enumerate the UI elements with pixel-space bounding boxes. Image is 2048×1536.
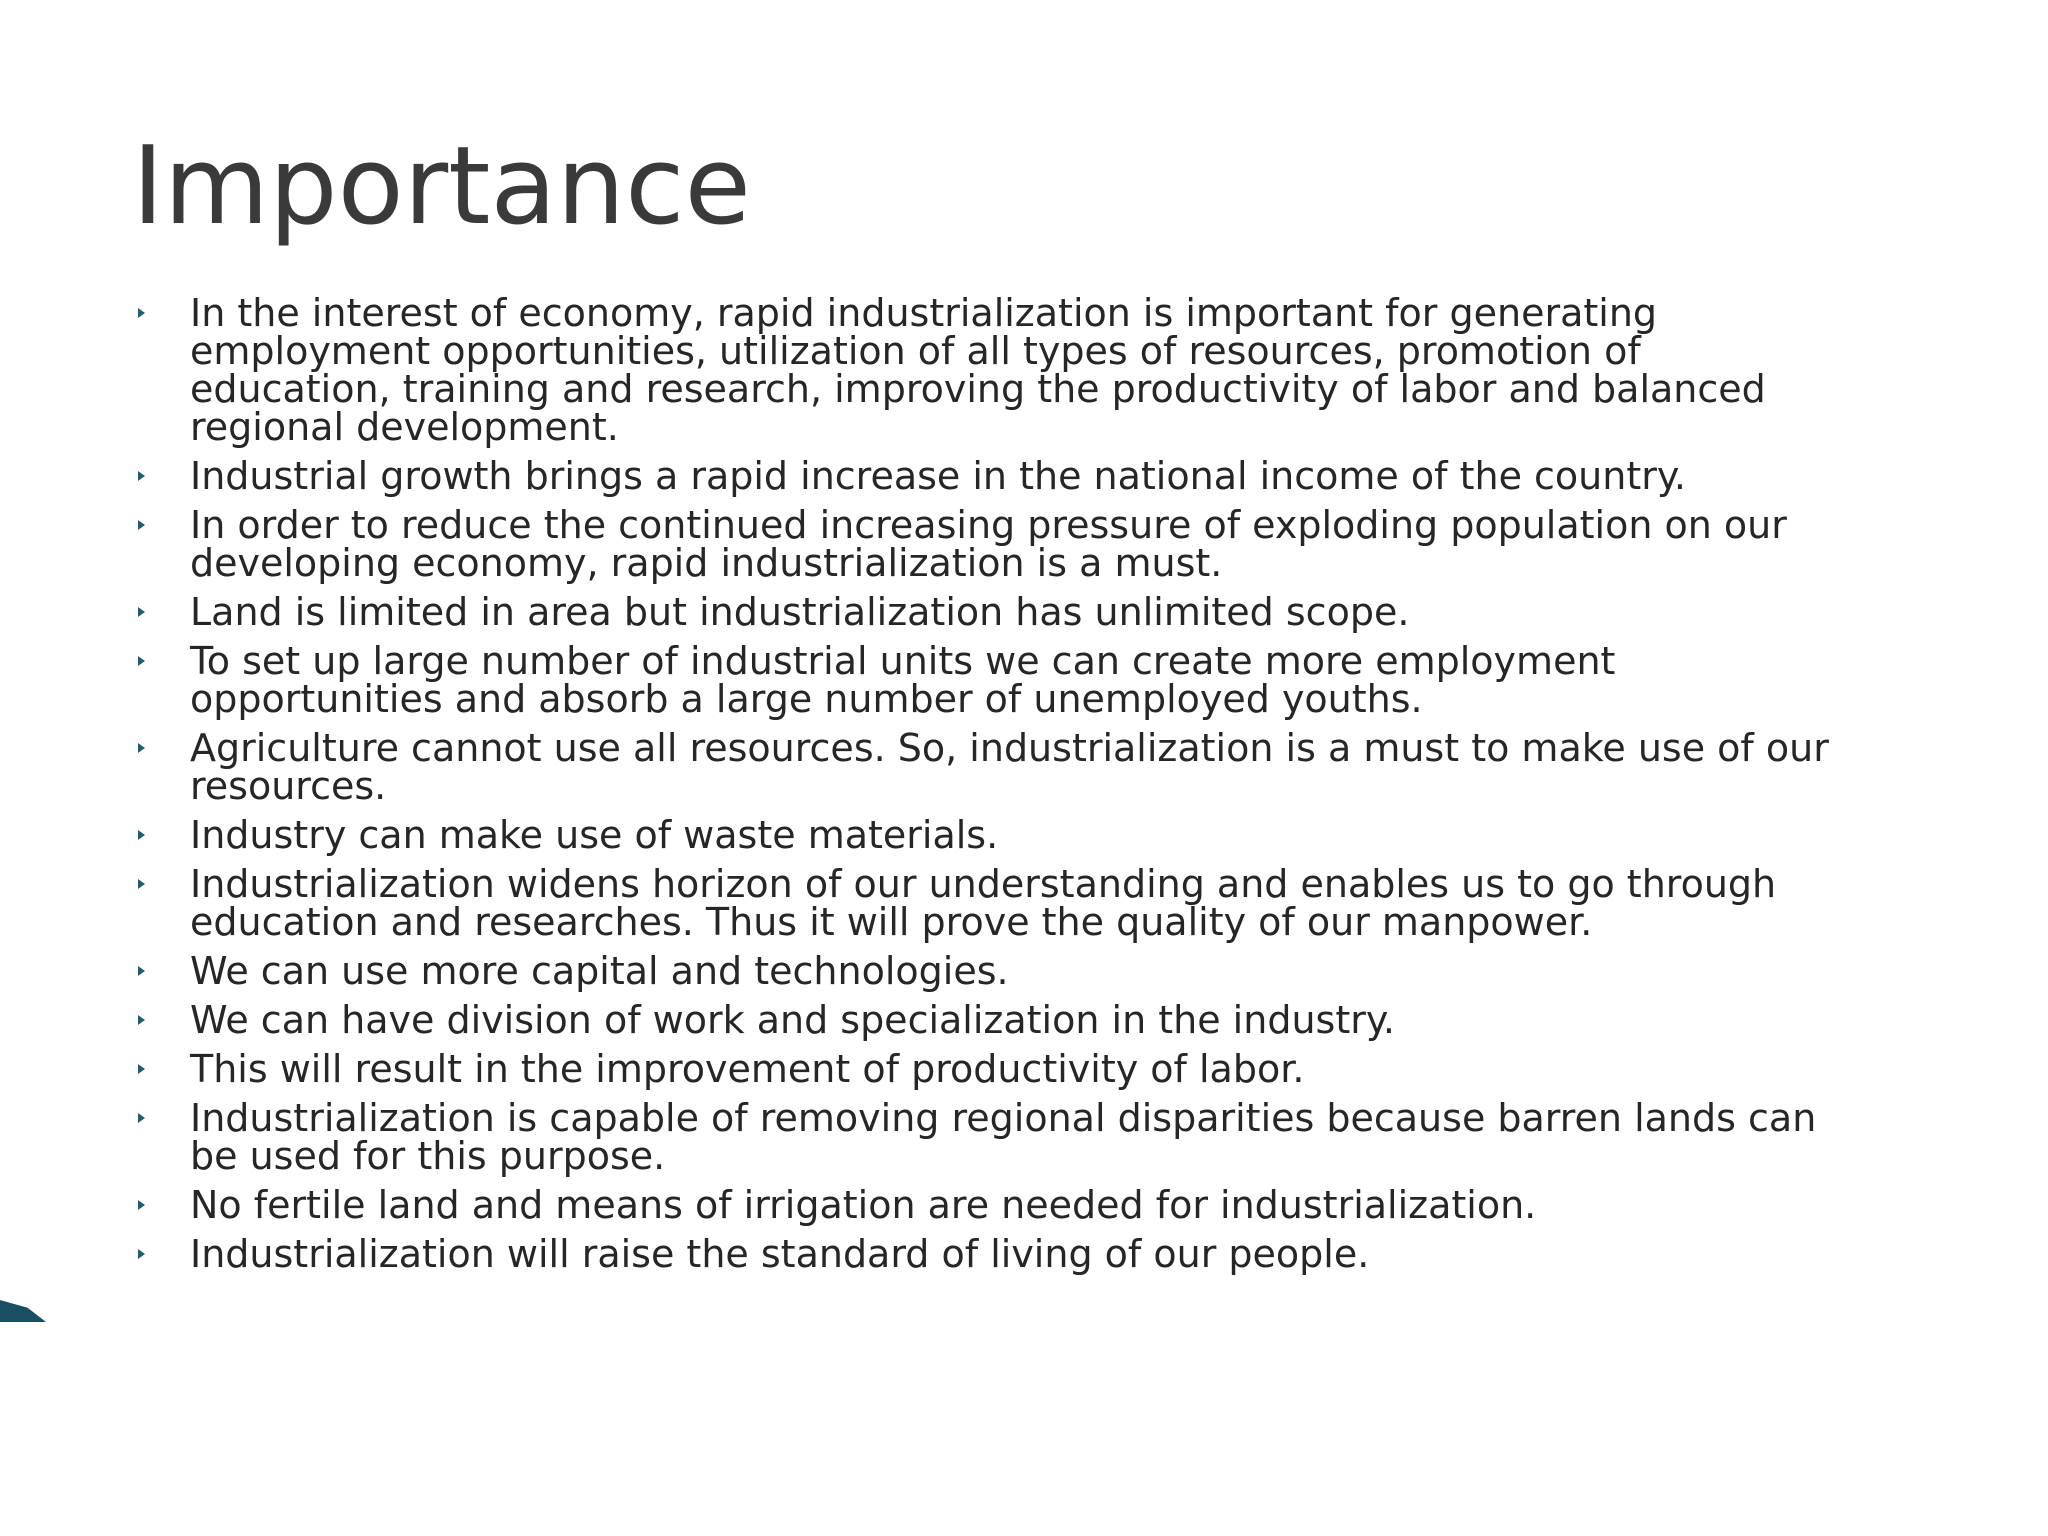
bullet-list [132,291,1852,1284]
list-item [132,998,1852,1042]
triangle-bullet-icon [138,294,154,332]
bullet-text: In order to reduce the continued increasing pressure of exploding population on our developing economy, rapid industrialization is a must. [190,503,1787,585]
bullet-text: This will result in the improvement of productivity of labor. [190,1047,1305,1091]
bullet-text: Industrial growth brings a rapid increase in the national income of the country. [190,454,1687,498]
list-item [132,291,1852,449]
triangle-bullet-icon [138,952,154,990]
list-item [132,1232,1852,1276]
triangle-bullet-icon [138,729,154,767]
bullet-text: We can use more capital and technologies. [190,949,1009,993]
list-item [132,503,1852,585]
list-item [132,1047,1852,1091]
list-item [132,949,1852,993]
bullet-text: No fertile land and means of irrigation are needed for industrialization. [190,1183,1537,1227]
triangle-bullet-icon [138,457,154,495]
list-item [132,639,1852,721]
slide-title: Importance [132,124,751,249]
triangle-bullet-icon [138,1186,154,1224]
list-item [132,1183,1852,1227]
triangle-bullet-icon [138,1099,154,1137]
list-item [132,813,1852,857]
bullet-text: Industry can make use of waste materials. [190,813,999,857]
triangle-bullet-icon [138,816,154,854]
triangle-bullet-icon [138,506,154,544]
bullet-text: In the interest of economy, rapid industrialization is important for generating employment opportunities, utilization of all types of resources, promotion of education, training and research, improving the productivity of labor and balanced regional development. [190,291,1766,449]
bullet-text: Agriculture cannot use all resources. So, industrialization is a must to make use of our resources. [190,726,1829,808]
triangle-bullet-icon [138,865,154,903]
bullet-text: Industrialization will raise the standard of living of our people. [190,1232,1370,1276]
bullet-text: To set up large number of industrial units we can create more employment opportunities and absorb a large number of unemployed youths. [190,639,1616,721]
list-item [132,590,1852,634]
bullet-text: Land is limited in area but industrialization has unlimited scope. [190,590,1410,634]
list-item [132,1096,1852,1178]
triangle-bullet-icon [138,642,154,680]
triangle-bullet-icon [138,593,154,631]
list-item [132,862,1852,944]
corner-accent-shape [0,1300,46,1322]
bullet-text: Industrialization is capable of removing regional disparities because barren lands can be used for this purpose. [190,1096,1817,1178]
triangle-bullet-icon [138,1001,154,1039]
list-item [132,454,1852,498]
triangle-bullet-icon [138,1235,154,1273]
triangle-bullet-icon [138,1050,154,1088]
bullet-text: Industrialization widens horizon of our understanding and enables us to go through education and researches. Thus it will prove the quality of our manpower. [190,862,1777,944]
list-item [132,726,1852,808]
bullet-text: We can have division of work and specialization in the industry. [190,998,1395,1042]
